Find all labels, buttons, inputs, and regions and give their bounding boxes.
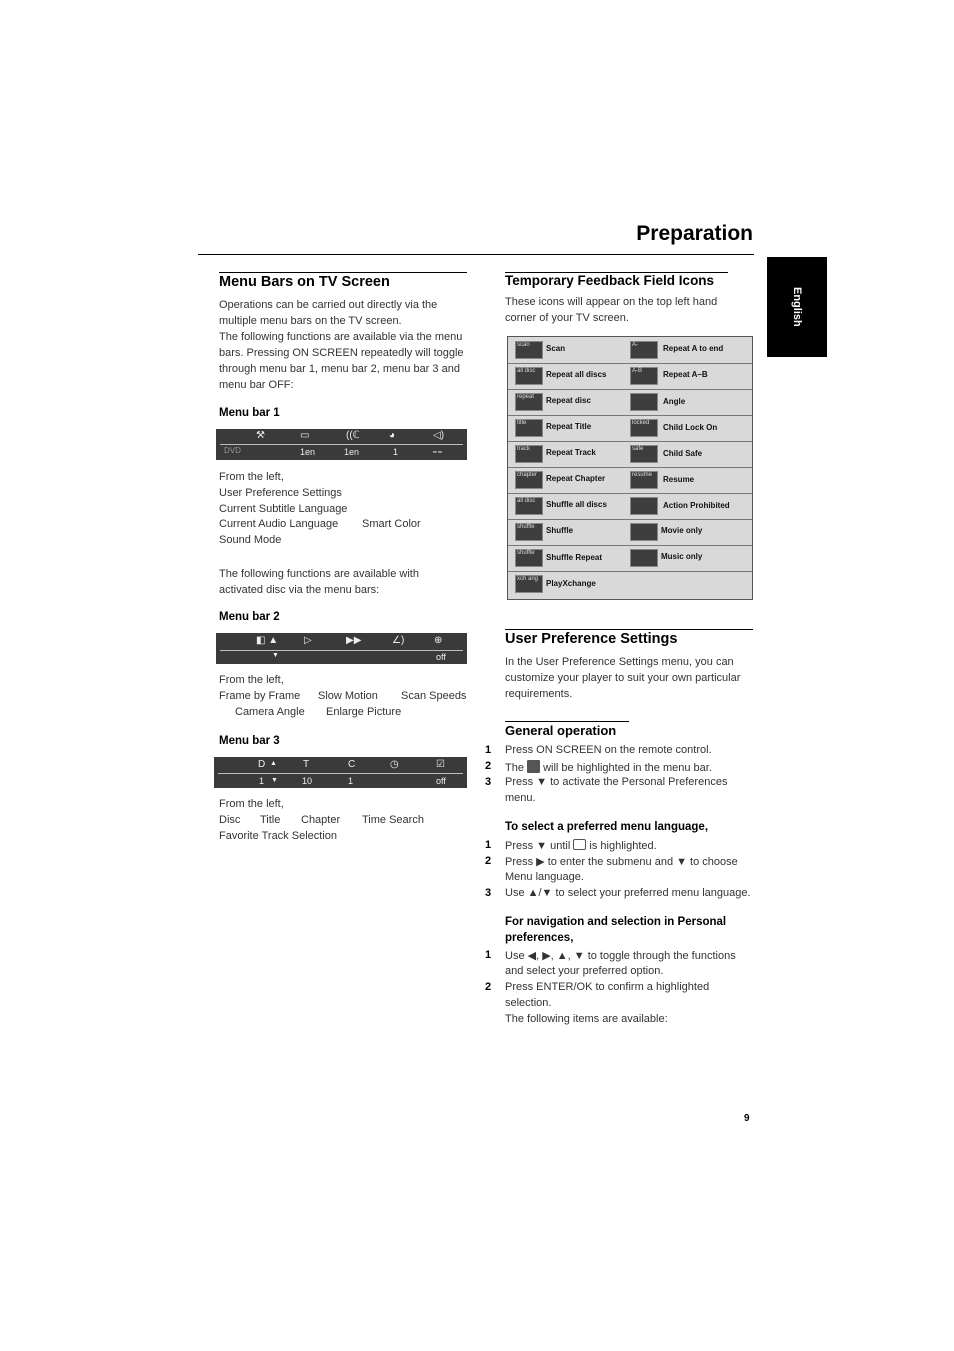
section-rule [219, 272, 467, 273]
step-text: Press ▼ to activate the Personal Preferences [505, 776, 728, 788]
section-rule [505, 629, 753, 630]
ups-heading: User Preference Settings [505, 631, 678, 647]
step-text: Press ON SCREEN on the remote control. [505, 744, 712, 756]
table-cell: Repeat A to end [663, 344, 724, 353]
repeat-a-icon: A- [630, 341, 658, 359]
step-text: Use ◀, ▶, ▲, ▼ to toggle through the functions [505, 950, 736, 962]
repeat-disc-icon: repeat [515, 393, 543, 411]
repeat-all-discs-icon: all disc [515, 367, 543, 385]
sub-heading: To select a preferred menu language, [505, 821, 709, 833]
audio-value: 1en [344, 447, 360, 457]
desc-line: Current Audio Language [219, 518, 339, 530]
ups-intro [505, 654, 740, 702]
step-text: The following items are available: [505, 1013, 668, 1025]
table-cell: Repeat Chapter [546, 474, 606, 483]
table-row [508, 493, 752, 520]
lock-icon: locked [630, 419, 658, 437]
table-cell: Shuffle Repeat [546, 553, 603, 562]
desc-line: Favorite Track Selection [219, 830, 337, 842]
table-cell: Repeat all discs [546, 370, 607, 379]
note-line: activated disc via the menu bars: [219, 584, 380, 596]
intro-line: bars. Pressing ON SCREEN repeatedly will toggle [219, 347, 464, 359]
settings-icon [527, 760, 540, 773]
table-cell: Repeat Title [546, 422, 592, 431]
subtitle-icon: ▭ [300, 430, 310, 441]
step-number: 1 [485, 949, 492, 961]
step-text [505, 760, 712, 774]
step-number: 3 [485, 776, 492, 788]
table-cell: Scan [546, 344, 566, 353]
menu-bar-1-label: Menu bar 1 [219, 407, 280, 419]
repeat-chapter-icon: chapter [515, 471, 543, 489]
smart-color-icon: ◕ [389, 430, 396, 441]
down-arrow-icon: ▼ [272, 652, 279, 659]
desc-line: Slow Motion [318, 690, 378, 702]
menu-bars-note [219, 566, 419, 598]
favorite-track-icon: ☑ [436, 759, 445, 770]
table-cell: PlayXchange [546, 579, 596, 588]
table-row [508, 519, 752, 546]
feedback-intro [505, 294, 717, 326]
table-cell: Repeat A–B [663, 370, 708, 379]
chapter-value: 1 [348, 776, 354, 786]
step-number: 3 [485, 887, 492, 899]
table-cell: Angle [663, 397, 686, 406]
repeat-title-icon: title [515, 419, 543, 437]
title-rule [198, 254, 754, 255]
intro-line: customize your player to suit your own particular [505, 672, 741, 684]
music-note-icon [630, 549, 658, 567]
intro-line: requirements. [505, 688, 573, 700]
sound-mode-icon: ◁) [433, 430, 445, 441]
menu-bar-3-label: Menu bar 3 [219, 735, 280, 747]
page-title: Preparation [636, 222, 753, 245]
intro-line: Operations can be carried out directly via the [219, 299, 438, 311]
step-text: Use ▲/▼ to select your preferred menu language. [505, 887, 751, 899]
disc-value: 1 [259, 776, 265, 786]
frame-by-frame-icon: ◧ ▲ [256, 635, 279, 646]
down-arrow-icon: ▼ [271, 777, 278, 784]
dvd-label: DVD [224, 446, 241, 455]
chapter-icon: C [348, 759, 356, 770]
table-cell: Music only [661, 552, 703, 561]
child-safe-icon: safe [630, 445, 658, 463]
step-text-post: will be highlighted in the menu bar. [543, 762, 712, 774]
shuffle-icon: shuffle [515, 523, 543, 541]
menu-bar-2-image [216, 633, 467, 664]
table-cell: Repeat Track [546, 448, 596, 457]
desc-line: Time Search [362, 814, 424, 826]
step-number: 2 [485, 855, 492, 867]
audio-language-icon: ((ℂ [346, 430, 360, 441]
menu-bars-intro [219, 297, 464, 393]
table-row [508, 545, 752, 572]
favorite-value: off [436, 776, 446, 786]
desc-line: Chapter [301, 814, 341, 826]
desc-line: Scan Speeds [401, 690, 467, 702]
step-text: Press ENTER/OK to confirm a highlighted [505, 981, 710, 993]
table-row [508, 467, 752, 494]
desc-line: Sound Mode [219, 534, 282, 546]
scan-icon: scan [515, 341, 543, 359]
feedback-icons-table [507, 336, 753, 600]
step-number: 1 [485, 744, 492, 756]
title-icon: T [303, 759, 310, 770]
table-cell: Shuffle all discs [546, 500, 607, 509]
table-cell: Movie only [661, 526, 703, 535]
desc-line: From the left, [219, 674, 284, 686]
step-text: menu. [505, 792, 536, 804]
step-text: Press ▶ to enter the submenu and ▼ to choose [505, 856, 738, 868]
step-text: Menu language. [505, 871, 584, 883]
table-cell: Child Safe [663, 449, 703, 458]
repeat-track-icon: track [515, 445, 543, 463]
menu-bar-2-label: Menu bar 2 [219, 611, 280, 623]
step-number: 1 [485, 839, 492, 851]
step-text-pre: Press ▼ until [505, 840, 571, 852]
note-line: The following functions are available with [219, 568, 419, 580]
intro-line: In the User Preference Settings menu, you can [505, 656, 734, 668]
intro-line: multiple menu bars on the TV screen. [219, 315, 402, 327]
subtitle-value: 1en [300, 447, 316, 457]
menu-bars-heading: Menu Bars on TV Screen [219, 274, 390, 290]
step-text: and select your preferred option. [505, 965, 664, 977]
step-number: 2 [485, 760, 492, 772]
table-row [508, 389, 752, 416]
desc-line: Camera Angle [235, 706, 305, 718]
shuffle-repeat-icon: shuffle [515, 549, 543, 567]
desc-line: Smart Color [362, 518, 421, 530]
page-number: 9 [744, 1113, 750, 1124]
language-tab-label: English [791, 287, 803, 327]
desc-line: From the left, [219, 471, 284, 483]
sub-heading: For navigation and selection in Personal [505, 916, 727, 928]
step-number: 2 [485, 981, 492, 993]
playxchange-icon: xch ang [515, 575, 543, 593]
zoom-icon: ⊕ [434, 635, 443, 646]
table-row [508, 441, 752, 468]
up-arrow-icon: ▲ [270, 760, 277, 767]
menu-bar-3-image [214, 757, 467, 788]
intro-line: The following functions are available via the menu [219, 331, 463, 343]
intro-line: through menu bar 1, menu bar 2, menu bar 3 and [219, 363, 460, 375]
intro-line: corner of your TV screen. [505, 312, 629, 324]
desc-line: Title [260, 814, 281, 826]
title-value: 10 [302, 776, 313, 786]
sub-heading: preferences, [505, 932, 574, 944]
repeat-ab-icon: A-B [630, 367, 658, 385]
time-search-icon: ◷ [390, 759, 399, 770]
feedback-heading: Temporary Feedback Field Icons [505, 273, 715, 288]
desc-line: Enlarge Picture [326, 706, 402, 718]
table-cell: Shuffle [546, 526, 574, 535]
disc-icon: D [258, 759, 266, 770]
zoom-value: off [436, 652, 446, 662]
table-row [508, 337, 752, 364]
angle-icon [630, 393, 658, 411]
shuffle-all-discs-icon: all disc [515, 497, 543, 515]
intro-line: These icons will appear on the top left hand [505, 296, 718, 308]
step-text-pre: The [505, 762, 524, 774]
color-value: 1 [393, 447, 399, 457]
table-cell: Resume [663, 475, 695, 484]
table-row [508, 415, 752, 442]
desc-line: Current Subtitle Language [219, 503, 348, 515]
general-heading: General operation [505, 723, 617, 738]
movie-icon [630, 523, 658, 541]
table-cell: Repeat disc [546, 396, 591, 405]
step-text-post: is highlighted. [589, 840, 657, 852]
desc-line: Disc [219, 814, 241, 826]
resume-icon: resume [630, 471, 658, 489]
step-text [505, 839, 657, 852]
sound-value: ━ ━ [433, 450, 442, 456]
step-text: selection. [505, 997, 552, 1009]
table-row [508, 363, 752, 390]
table-cell: Action Prohibited [663, 501, 730, 510]
desc-line: From the left, [219, 798, 284, 810]
section-rule [505, 721, 629, 722]
scan-speed-icon: ▶▶ [346, 635, 362, 646]
menu-bar-1-desc [219, 469, 347, 517]
settings-icon: ⚒ [256, 430, 265, 441]
language-tab [767, 257, 827, 357]
slow-motion-icon: ▷ [304, 635, 312, 646]
table-cell: Child Lock On [663, 423, 718, 432]
camera-angle-icon: ∠) [392, 635, 405, 646]
prohibited-icon [630, 497, 658, 515]
menu-language-icon [573, 839, 586, 850]
intro-line: menu bar OFF: [219, 379, 294, 391]
table-row [508, 571, 752, 597]
desc-line: Frame by Frame [219, 690, 301, 702]
desc-line: User Preference Settings [219, 487, 342, 499]
menu-bar-1-image [216, 429, 467, 460]
